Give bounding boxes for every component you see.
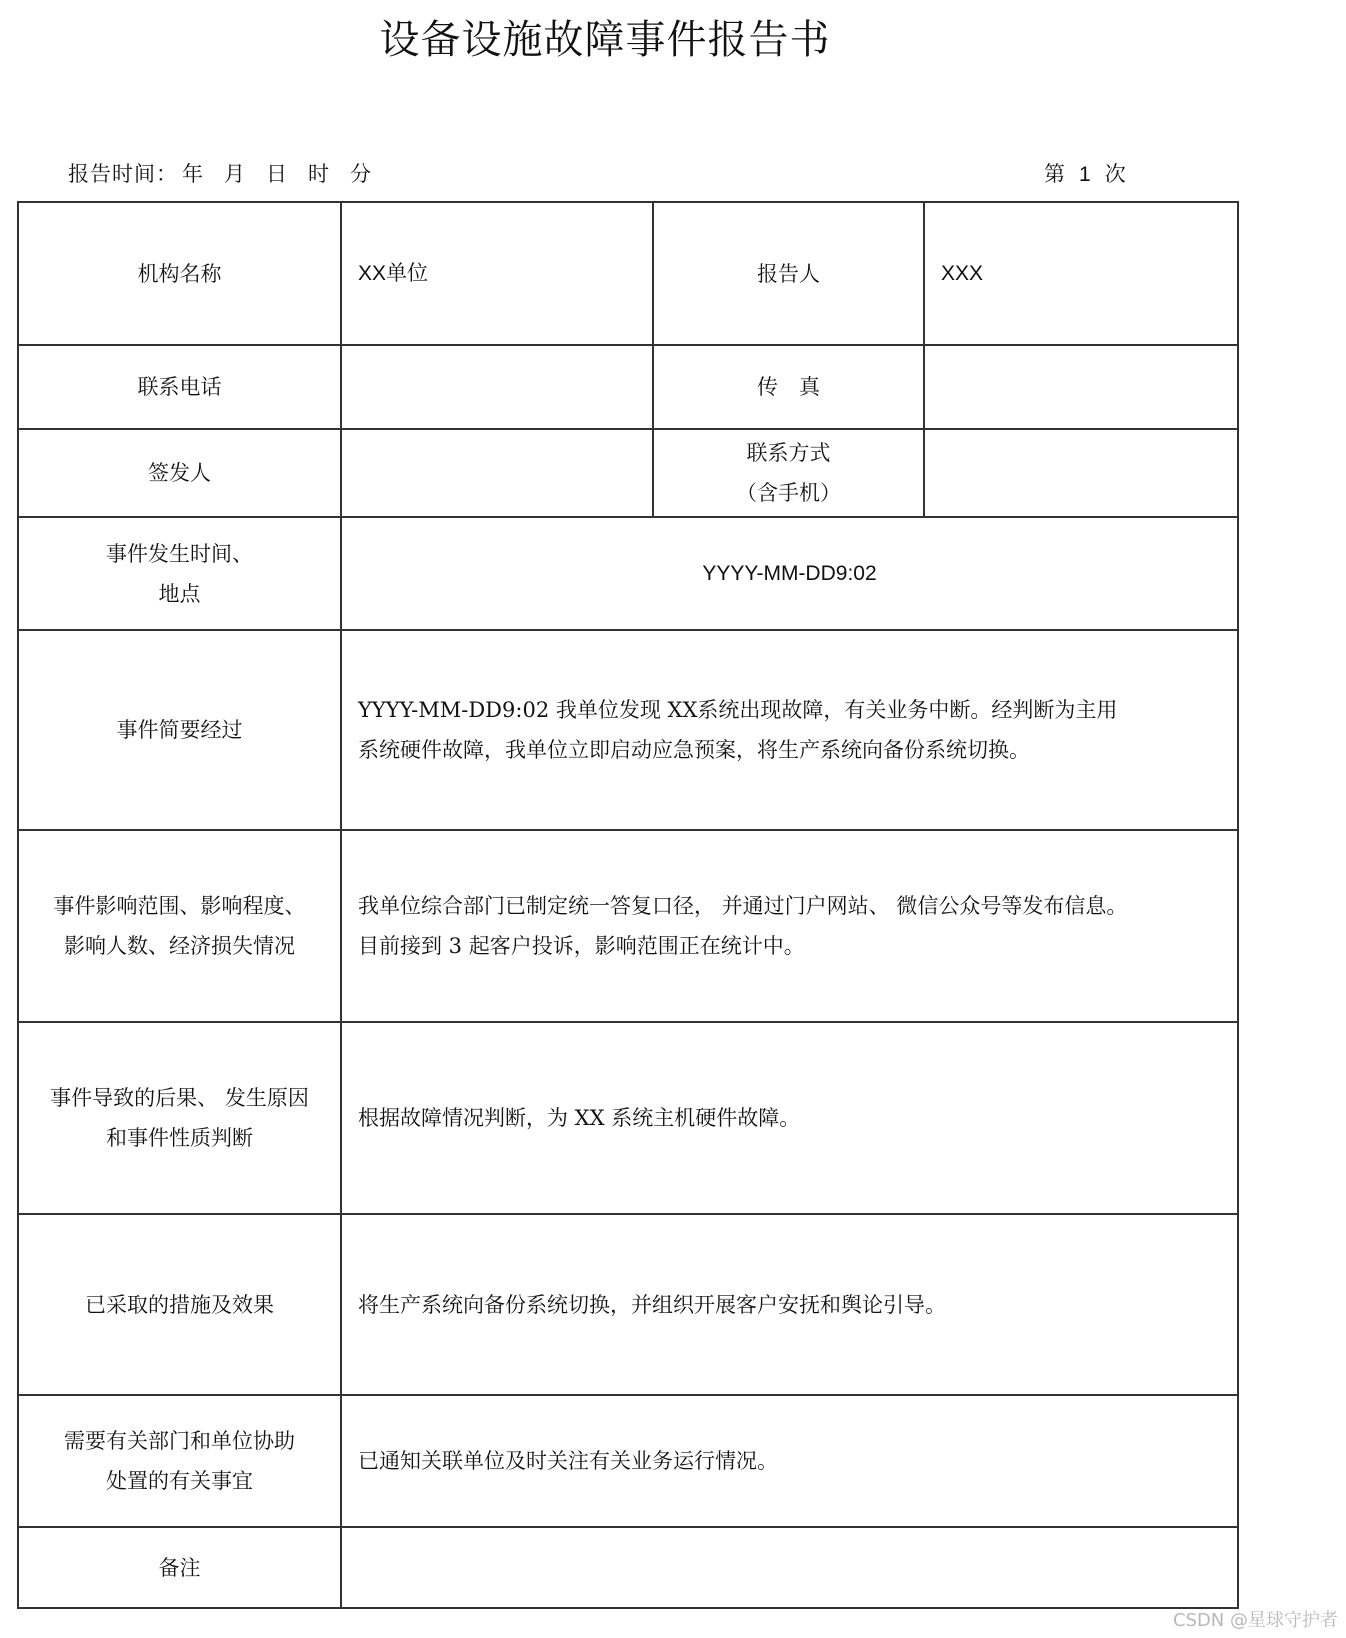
impact-label <box>18 830 341 1022</box>
row-assistance <box>18 1395 1238 1527</box>
phone-label: 联系电话 <box>18 345 341 429</box>
impact-line-1: 我单位综合部门已制定统一答复口径， 并通过门户网站、 微信公众号等发布信息。 <box>358 894 1128 918</box>
report-count <box>1044 158 1140 188</box>
row-cause <box>18 1022 1238 1214</box>
fax-label: 传 真 <box>653 345 924 429</box>
row-impact <box>18 830 1238 1022</box>
signer-label: 签发人 <box>18 429 341 517</box>
row-measures <box>18 1214 1238 1395</box>
impact-label-line2: 影响人数、经济损失情况 <box>64 934 295 958</box>
summary-line-2: 系统硬件故障，我单位立即启动应急预案，将生产系统向备份系统切换。 <box>358 738 1030 762</box>
remarks-label: 备注 <box>18 1527 341 1608</box>
measures-label: 已采取的措施及效果 <box>18 1214 341 1395</box>
phone-value <box>341 345 653 429</box>
cause-value: 根据故障情况判断，为 XX 系统主机硬件故障。 <box>341 1022 1238 1214</box>
cause-label-line1: 事件导致的后果、 发生原因 <box>50 1086 309 1110</box>
report-time-day: 日 <box>266 162 288 186</box>
org-name-label: 机构名称 <box>18 202 341 345</box>
impact-value <box>341 830 1238 1022</box>
time-place-value: YYYY-MM-DD9:02 <box>341 517 1238 630</box>
report-count-prefix: 第 <box>1044 162 1065 186</box>
remarks-value <box>341 1527 1238 1608</box>
assistance-label-line2: 处置的有关事宜 <box>106 1469 253 1493</box>
report-count-number: 1 <box>1079 163 1091 186</box>
row-org <box>18 202 1238 345</box>
row-remarks <box>18 1527 1238 1608</box>
impact-line-2: 目前接到 3 起客户投诉，影响范围正在统计中。 <box>358 934 805 958</box>
contact-label-line1: 联系方式 <box>746 441 831 465</box>
report-count-suffix: 次 <box>1104 162 1126 186</box>
time-place-label-line2: 地点 <box>158 581 201 606</box>
row-signer <box>18 429 1238 517</box>
assistance-label <box>18 1395 341 1527</box>
time-place-label <box>18 517 341 630</box>
report-time <box>68 158 392 188</box>
org-name-value: XX单位 <box>341 202 653 345</box>
summary-value <box>341 630 1238 830</box>
report-time-label: 报告时间： <box>68 162 178 186</box>
page-title: 设备设施故障事件报告书 <box>379 17 831 63</box>
time-place-label-line1: 事件发生时间、 <box>106 541 253 566</box>
report-time-minute: 分 <box>350 162 372 186</box>
row-summary <box>18 630 1238 830</box>
row-time-place <box>18 517 1238 630</box>
assistance-value: 已通知关联单位及时关注有关业务运行情况。 <box>341 1395 1238 1527</box>
report-table <box>17 201 1239 1609</box>
contact-value <box>924 429 1238 517</box>
assistance-label-line1: 需要有关部门和单位协助 <box>64 1429 295 1453</box>
row-phone <box>18 345 1238 429</box>
contact-label-line2: （含手机） <box>736 481 841 505</box>
summary-line-1: YYYY-MM-DD9:02 我单位发现 XX系统出现故障，有关业务中断。经判断为主用 <box>358 698 1118 722</box>
impact-label-line1: 事件影响范围、影响程度、 <box>53 894 306 918</box>
summary-label: 事件简要经过 <box>18 630 341 830</box>
reporter-label: 报告人 <box>653 202 924 345</box>
contact-label <box>653 429 924 517</box>
fax-value <box>924 345 1238 429</box>
measures-value: 将生产系统向备份系统切换，并组织开展客户安抚和舆论引导。 <box>341 1214 1238 1395</box>
signer-value <box>341 429 653 517</box>
report-time-year: 年 <box>182 162 204 186</box>
watermark: CSDN @星球守护者 <box>1172 1610 1338 1631</box>
report-time-month: 月 <box>224 162 246 186</box>
report-time-hour: 时 <box>308 162 330 186</box>
reporter-value: XXX <box>924 202 1238 345</box>
cause-label-line2: 和事件性质判断 <box>106 1126 253 1150</box>
cause-label <box>18 1022 341 1214</box>
